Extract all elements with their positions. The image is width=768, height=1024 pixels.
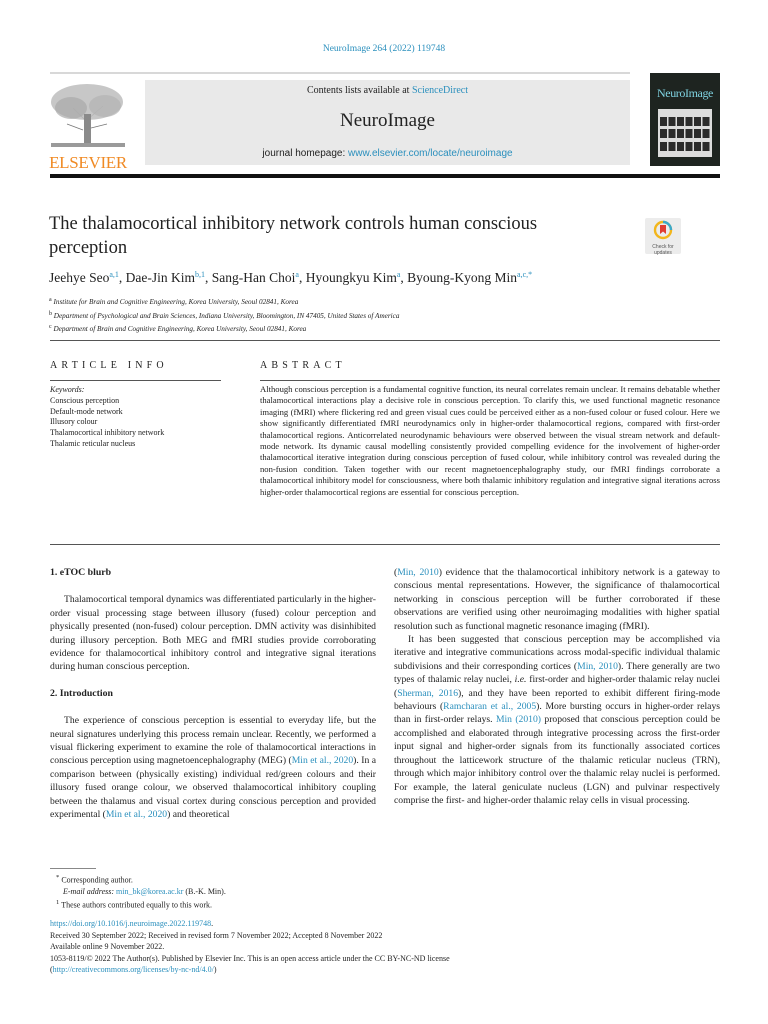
author-affil-marker[interactable]: a,1	[109, 270, 119, 279]
top-rule	[50, 72, 630, 74]
citation-link[interactable]: Min et al., 2020	[105, 809, 168, 821]
citation-link[interactable]: Min, 2010	[577, 660, 618, 672]
cover-title: NeuroImage	[657, 86, 713, 100]
author-affil-marker[interactable]: a	[295, 270, 299, 279]
footnote-rule	[50, 868, 96, 869]
affiliation-key: c	[49, 324, 52, 330]
author-name[interactable]: Dae-Jin Kim	[125, 270, 196, 285]
email-label: E-mail address:	[63, 886, 117, 896]
text-run: ) and theoretical	[167, 809, 230, 821]
check-updates-icon	[653, 220, 673, 240]
intro-paragraph-1-cont	[394, 566, 720, 633]
keywords-label: Keywords:	[50, 385, 85, 394]
contents-prefix: Contents lists available at	[306, 85, 412, 96]
keyword-item: Conscious perception	[50, 395, 120, 405]
homepage-link[interactable]: www.elsevier.com/locate/neuroimage	[348, 148, 513, 159]
doi-suffix: .	[211, 919, 214, 928]
masthead-thick-rule	[50, 174, 720, 178]
homepage-prefix: journal homepage:	[262, 148, 349, 159]
affiliation-text: Institute for Brain and Cognitive Engineering, Korea University, Seoul 02841, Korea	[53, 298, 299, 306]
elsevier-wordmark: ELSEVIER	[49, 153, 127, 172]
affiliation-b	[49, 309, 399, 323]
affiliations	[49, 295, 399, 336]
author-affil-marker[interactable]: a	[396, 270, 401, 279]
text-run: The experience of conscious perception is essential to everyday life, but the neural signatures underlying this process remain unclear. Recently, we performed a visual flickering experiment to examine the role of thalamocortical interactions in conscious perception using magnetoencephalography (MEG) (	[50, 715, 376, 767]
footnote-text: These authors contributed equally to this work.	[61, 900, 213, 910]
keyword-item: Illusory colour	[50, 417, 98, 427]
author-affil-marker[interactable]: a,c,*	[517, 270, 533, 279]
cover-grid-icon	[650, 105, 720, 165]
text-run: ) evidence that the thalamocortical inhibitory network is a gateway to conscious mental representations. However, the significance of thalamocortical networking in conscious perception will be further corroborated if these observations are verified using other neuroimaging modalities with higher spatial resolution such as functional magnetic resonance imaging (fMRI).	[394, 567, 720, 632]
footnotes	[56, 872, 226, 911]
article-info-rule	[50, 380, 221, 381]
citation-link[interactable]: Sherman, 2016	[397, 687, 459, 699]
copyright-line: 1053-8119/© 2022 The Author(s). Published by Elsevier Inc. This is an open access article under the CC BY-NC-ND license	[50, 953, 450, 963]
citation-link[interactable]: Ramcharan et al., 2005	[443, 701, 537, 713]
license-link[interactable]: http://creativecommons.org/licenses/by-nc-nd/4.0/	[52, 965, 214, 975]
article-title: The thalamocortical inhibitory network controls human conscious perception	[49, 214, 538, 258]
author-name[interactable]: Jeehye Seo	[49, 270, 110, 285]
affiliation-text: Department of Brain and Cognitive Engineering, Korea University, Seoul 02841, Korea	[53, 325, 307, 333]
keywords-block	[50, 385, 164, 450]
sciencedirect-link[interactable]: ScienceDirect	[411, 85, 469, 96]
author-name[interactable]: Hyoungkyu Kim	[305, 270, 397, 285]
journal-cover-thumbnail[interactable]	[650, 73, 720, 166]
article-info-heading: ARTICLE INFO	[50, 360, 168, 371]
author-name[interactable]: Sang-Han Choi	[211, 270, 296, 285]
affiliation-text: Department of Psychological and Brain Sciences, Indiana University, Bloomington, IN 47405, United States of America	[53, 311, 400, 320]
email-link[interactable]: min_bk@korea.ac.kr	[116, 886, 184, 896]
abstract-heading: ABSTRACT	[260, 360, 346, 371]
email-suffix: (B.-K. Min).	[183, 886, 226, 896]
intro-paragraph-2	[394, 633, 720, 807]
section-heading-introduction: 2. Introduction	[50, 687, 113, 699]
affiliation-a	[49, 295, 399, 309]
tree-icon	[47, 80, 129, 150]
footnote-corresponding	[56, 872, 226, 886]
check-for-updates-button[interactable]	[645, 218, 681, 254]
elsevier-logo[interactable]	[47, 80, 129, 172]
text-run: ). In a comparison between (physically existing) individual red/green colours and their illusory fused orange colour, we observed thalamocortical inhibitory coupling between the thalamus and visual cortex during conscious perception and provided experimental (	[50, 755, 377, 821]
author-affil-marker[interactable]: b,1	[195, 270, 206, 279]
intro-paragraph-1	[50, 714, 376, 821]
text-run: proposed that conscious perception could be accomplished and elaborated through integrative processing across the first-order input signal and higher-order signals from its functionally associated cortices throughout the latticework structure of the thalamic reticular nucleus (TRN), through which major inhibitory control over the thalamic relay nuclei is performed. For example, the lateral geniculate nucleus (LGN) and pulvinar respectively comprise the first- and higher-order thalamic relay cells in visual processing.	[394, 714, 720, 806]
text-run: It has been suggested that conscious perception may be accomplished via iterative and integrative communications across modal-specific individual thalamic subdivisions and their corresponding cortices (	[394, 634, 720, 672]
keyword-item: Default-mode network	[50, 406, 123, 416]
doi-line	[50, 918, 450, 930]
footnote-email	[56, 886, 226, 897]
footnote-mark: *	[56, 874, 60, 881]
paren: )	[213, 965, 217, 975]
keyword-item: Thalamocortical inhibitory network	[50, 428, 165, 438]
footnote-equal-contribution	[56, 897, 226, 911]
text-run: ). There generally are two types of thalamic relay nuclei,	[394, 660, 720, 686]
available-line: Available online 9 November 2022.	[50, 942, 165, 952]
body-column-left	[50, 566, 376, 822]
footnote-text: Corresponding author.	[61, 875, 133, 885]
text-run: first-order and higher-order thalamic relay nuclei (	[394, 674, 720, 699]
license-line	[50, 964, 450, 976]
homepage-line	[145, 148, 630, 159]
journal-name: NeuroImage	[340, 110, 435, 131]
check-updates-label: Check for updates	[652, 244, 674, 256]
abstract-rule	[260, 380, 720, 381]
citation-link[interactable]: Min, 2010	[397, 567, 439, 578]
affiliation-c	[49, 322, 399, 336]
footnote-mark: 1	[56, 899, 60, 907]
section-heading-etoc: 1. eTOC blurb	[50, 567, 112, 578]
text-run: ), and they have been reported to exhibit different firing-mode behaviours (	[394, 687, 720, 713]
author-list: Jeehye Seo$^{a,1}$, Dae-Jin Kim$^{b,1}$, Sang-Han Choi$^a$, Hyoungkyu Kim$^a$, Byoung-Kyong Min$^{a,c,*}$	[49, 270, 533, 285]
text-run: ). More bursting occurs in higher-order relays than in first-order relays.	[394, 701, 721, 726]
paren: (	[50, 965, 53, 975]
body-divider	[50, 544, 720, 545]
citation-link[interactable]: Min et al., 2020	[291, 755, 354, 767]
history-line: Received 30 September 2022; Received in revised form 7 November 2022; Accepted 8 November 2022	[50, 930, 383, 940]
text-run: i.e.	[514, 674, 527, 686]
author-name[interactable]: Byoung-Kyong Min	[407, 270, 518, 285]
affiliation-key: b	[49, 310, 52, 317]
doi-link[interactable]: https://doi.org/10.1016/j.neuroimage.2022.119748	[50, 919, 212, 928]
journal-banner	[145, 80, 630, 165]
contents-line	[145, 85, 630, 96]
affiliation-key: a	[49, 297, 52, 303]
article-meta	[50, 918, 450, 976]
body-column-right	[394, 566, 720, 807]
abstract-text: Although conscious perception is a fundamental cognitive function, its neural correlates remain unclear. It remains debatable whether thalamocortical interactions play a decisive role in conscious perception. To clarify this, we used functional magnetic resonance imaging (fMRI) where flickering red and green visual cues could be perceived either as a non-fused colour or fused colour. Here we show significantly differentiated fMRI neurodynamics only in higher-order thalamocortical regions, compared with first-order thalamocortical regions. Anticorrelated neurodynamic behaviours were observed between the visual stream network and default-mode network. Its dynamic causal modelling consistently provided compelling evidence for the involvement of higher-order thalamocortical iterative integration during conscious perception of fused colour, while inhibitory control was revealed during the non-fusion condition. Taken together with our recent magnetoencephalography study, our fMRI findings corroborate a thalamocortical inhibitory model for consciousness, where both thalamic inhibitory regulation and integrative signal iterations across higher-order thalamocortical regions are essential for conscious perception.	[260, 384, 720, 497]
citation-link[interactable]: Min (2010)	[495, 714, 542, 726]
keyword-item: Thalamic reticular nucleus	[50, 438, 136, 448]
section-divider	[50, 340, 720, 341]
text-run: (	[394, 567, 398, 578]
etoc-paragraph: Thalamocortical temporal dynamics was differentiated particularly in the higher-order visual processing stage between illusory (fused) colour perception and physically presented (non-fused) colour perception. DMN activity was disinhibited during illusory perception. Both MEG and fMRI studies provide corroborating evidence for thalamocortical inhibitory control and integrative signal iterations during human conscious perception.	[50, 594, 376, 673]
running-header[interactable]: NeuroImage 264 (2022) 119748	[322, 44, 446, 54]
